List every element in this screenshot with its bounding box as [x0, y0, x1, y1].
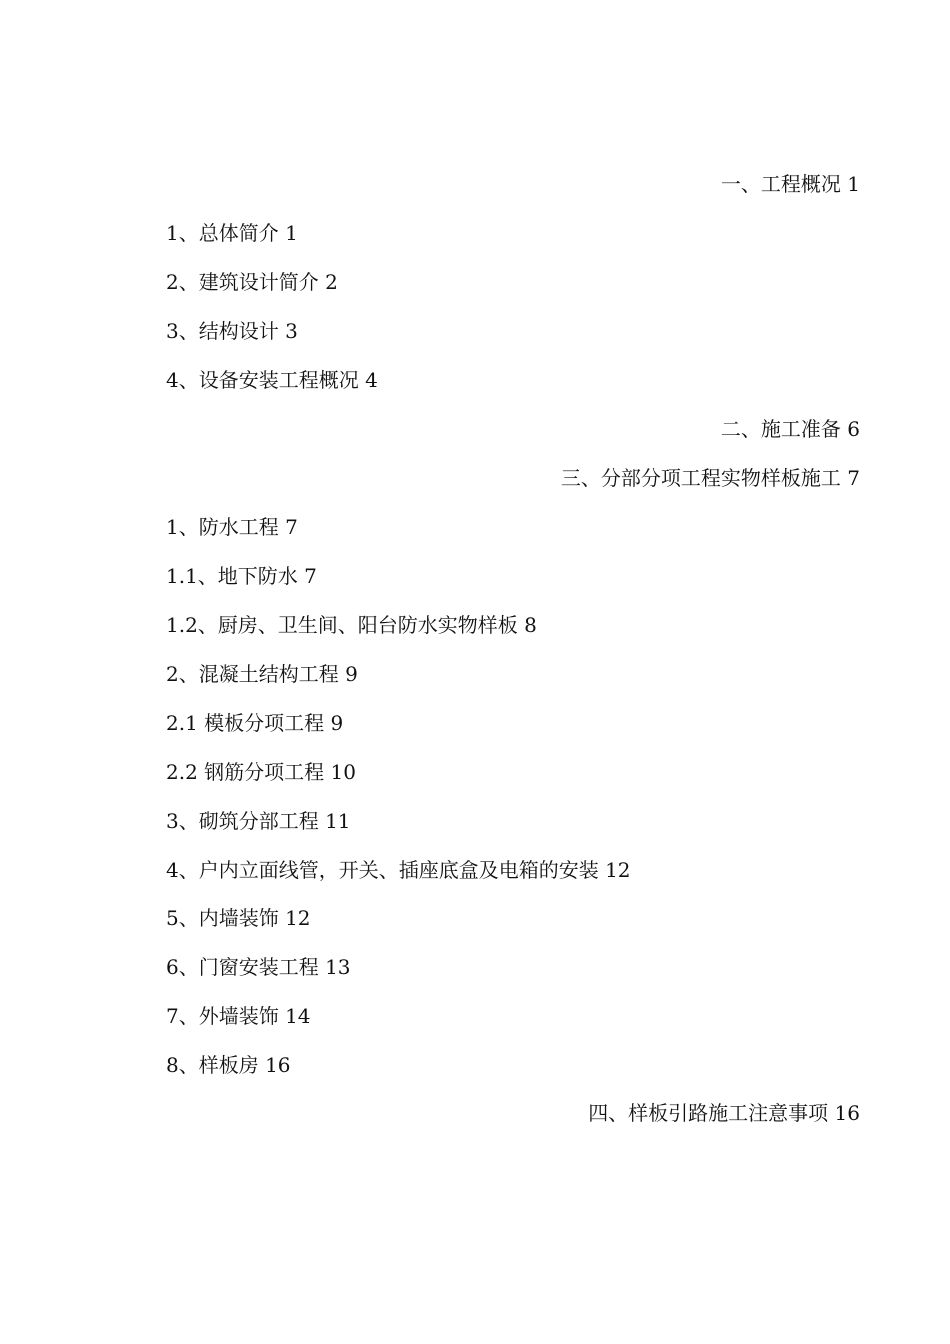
toc-entry-underground-waterproofing[interactable]: 1.1、地下防水 7: [166, 564, 317, 588]
toc-entry-4-equipment[interactable]: 4、设备安装工程概况 4: [166, 368, 378, 392]
toc-entry-electrical-install[interactable]: 4、户内立面线管，开关、插座底盒及电箱的安装 12: [166, 858, 631, 882]
toc-entry-exterior-wall[interactable]: 7、外墙装饰 14: [166, 1004, 311, 1028]
toc-entry-concrete-structure[interactable]: 2、混凝土结构工程 9: [166, 662, 358, 686]
toc-entry-interior-wall[interactable]: 5、内墙装饰 12: [166, 906, 311, 930]
toc-entry-3-structure[interactable]: 3、结构设计 3: [166, 319, 298, 343]
toc-entry-waterproofing[interactable]: 1、防水工程 7: [166, 515, 298, 539]
toc-entry-formwork[interactable]: 2.1 模板分项工程 9: [166, 711, 344, 735]
toc-entry-1-overview[interactable]: 1、总体简介 1: [166, 221, 298, 245]
toc-entry-2-architecture[interactable]: 2、建筑设计简介 2: [166, 270, 338, 294]
toc-entry-rebar[interactable]: 2.2 钢筋分项工程 10: [166, 760, 356, 784]
toc-entry-section-4[interactable]: 四、样板引路施工注意事项 16: [588, 1101, 860, 1125]
toc-entry-masonry[interactable]: 3、砌筑分部工程 11: [166, 809, 351, 833]
toc-entry-section-3[interactable]: 三、分部分项工程实物样板施工 7: [560, 466, 860, 490]
toc-entry-model-room[interactable]: 8、样板房 16: [166, 1053, 291, 1077]
toc-entry-kitchen-bath-waterproofing[interactable]: 1.2、厨房、卫生间、阳台防水实物样板 8: [166, 613, 537, 637]
toc-entry-section-2[interactable]: 二、施工准备 6: [720, 417, 860, 441]
toc-entry-section-1[interactable]: 一、工程概况 1: [720, 172, 860, 196]
toc-entry-doors-windows[interactable]: 6、门窗安装工程 13: [166, 955, 351, 979]
